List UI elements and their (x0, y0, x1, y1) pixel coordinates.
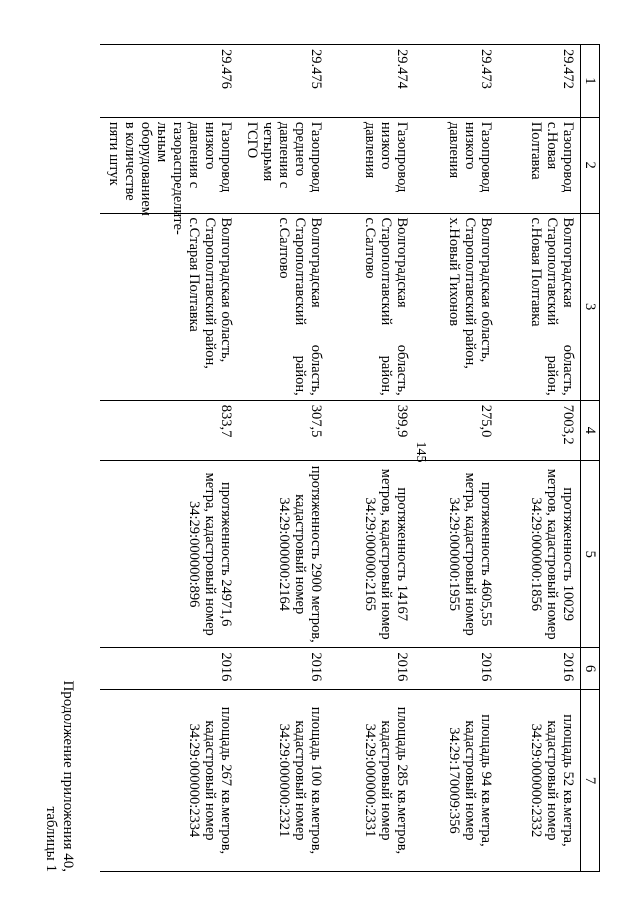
object-length: протяженность 4605,55 метра, кадастровый номер 34:29:000000:1955 (415, 461, 499, 648)
object-name: Газопровод низкого давления (415, 117, 499, 213)
object-name: Газопровод низкого давления (329, 117, 415, 213)
object-area: площадь 267 кв.метров, кадастровый номер 34:29:000000:2334 (101, 689, 239, 871)
object-address: Волгоградская область, Старополтавский район, с.Новая Полтавка (499, 213, 581, 400)
object-name: Газопровод с.Новая Полтавка (499, 117, 581, 213)
page-number: 145 (413, 441, 428, 463)
row-number: 29.472 (499, 45, 581, 118)
header-col-3: 3 (581, 213, 600, 400)
object-area: площадь 52 кв.метра, кадастровый номер 34:29:000000:2332 (499, 689, 581, 871)
table-row (239, 45, 329, 872)
header-row (581, 45, 600, 872)
object-value: 275,0 (415, 400, 499, 460)
table-row (329, 45, 415, 872)
object-year: 2016 (239, 648, 329, 690)
object-address: Волгоградская область, Старополтавский район, с.Старая Полтавка (101, 213, 239, 400)
object-name: Газопровод низкого давления с газораспределите-льным оборудованием в количестве пяти штук (101, 117, 239, 213)
caption-line-1: Продолжение приложения 40, (60, 680, 76, 872)
row-number: 29.473 (415, 45, 499, 118)
object-name: Газопровод среднего давления с четырьмя ГСГО (239, 117, 329, 213)
caption-line-2: таблицы 1 (43, 806, 59, 872)
table-row (101, 45, 239, 872)
data-table (101, 44, 601, 872)
object-area: площадь 285 кв.метров, кадастровый номер 34:29:000000:2331 (329, 689, 415, 871)
table-row (415, 45, 499, 872)
header-col-5: 5 (581, 461, 600, 648)
object-value: 7003,2 (499, 400, 581, 460)
header-col-2: 2 (581, 117, 600, 213)
table-row (499, 45, 581, 872)
object-area: площадь 100 кв.метров, кадастровый номер 34:29:000000:2321 (239, 689, 329, 871)
table-caption (42, 44, 76, 872)
row-number: 29.476 (101, 45, 239, 118)
row-number: 29.475 (239, 45, 329, 118)
object-value: 833,7 (101, 400, 239, 460)
object-address: Волгоградская область, Старополтавский район, с.Салтово (329, 213, 415, 400)
object-value: 399,9 (329, 400, 415, 460)
object-year: 2016 (101, 648, 239, 690)
object-year: 2016 (415, 648, 499, 690)
object-length: протяженность 2900 метров, кадастровый номер 34:29:000000:2164 (239, 461, 329, 648)
row-number: 29.474 (329, 45, 415, 118)
object-address: Волгоградская область, Старополтавский район, с.Салтово (239, 213, 329, 400)
object-length: протяженность 10029 метров, кадастровый номер 34:29:000000:1856 (499, 461, 581, 648)
object-year: 2016 (499, 648, 581, 690)
header-col-1: 1 (581, 45, 600, 118)
rotated-table-container (80, 44, 600, 872)
object-area: площадь 94 кв.метра, кадастровый номер 34:29:170009:356 (415, 689, 499, 871)
object-address: Волгоградская область, Старополтавский район, х.Новый Тихонов (415, 213, 499, 400)
header-col-6: 6 (581, 648, 600, 690)
object-length: протяженность 14167 метров, кадастровый номер 34:29:000000:2165 (329, 461, 415, 648)
object-value: 307,5 (239, 400, 329, 460)
header-col-4: 4 (581, 400, 600, 460)
object-year: 2016 (329, 648, 415, 690)
object-length: протяженность 24971,6 метра, кадастровый номер 34:29:000000:896 (101, 461, 239, 648)
header-col-7: 7 (581, 689, 600, 871)
